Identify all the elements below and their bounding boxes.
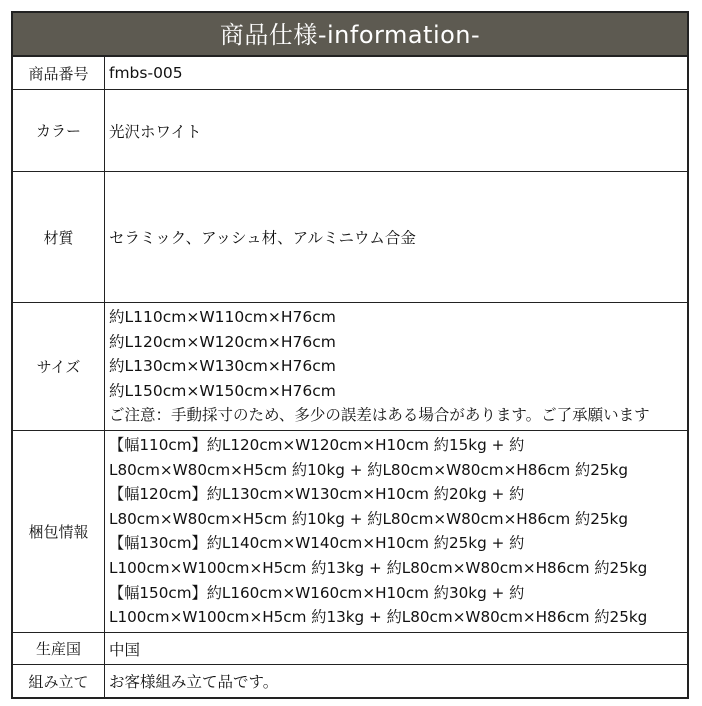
packing-line: 【幅150cm】約L160cm×W160cm×H10cm 約30kg + 約 <box>109 583 525 602</box>
packing-line: L80cm×W80cm×H5cm 約10kg + 約L80cm×W80cm×H86cm 約25kg <box>109 509 628 528</box>
spec-table <box>11 11 689 699</box>
label-origin: 生産国 <box>13 633 105 664</box>
packing-line: 【幅120cm】約L130cm×W130cm×H10cm 約20kg + 約 <box>109 485 525 504</box>
row-material <box>13 172 687 303</box>
packing-line: L100cm×W100cm×H5cm 約13kg + 約L80cm×W80cm×H86cm 約25kg <box>109 608 648 627</box>
spec-title: 商品仕様-information- <box>13 13 687 57</box>
value-origin: 中国 <box>109 640 141 659</box>
value-material: セラミック、アッシュ材、アルミニウム合金 <box>109 229 416 247</box>
size-line: 約L110cm×W110cm×H76cm <box>109 308 336 326</box>
label-packing: 梱包情報 <box>13 431 105 632</box>
packing-line: 【幅110cm】約L120cm×W120cm×H10cm 約15kg + 約 <box>109 436 525 454</box>
value-model: fmbs-005 <box>109 64 183 82</box>
value-size <box>105 303 687 430</box>
row-size <box>13 303 687 431</box>
value-color: 光沢ホワイト <box>109 122 202 141</box>
row-origin <box>13 633 687 665</box>
size-line: 約L120cm×W120cm×H76cm <box>109 332 336 351</box>
label-size: サイズ <box>13 303 105 430</box>
row-assembly <box>13 665 687 697</box>
row-packing <box>13 431 687 633</box>
label-assembly: 組み立て <box>13 665 105 697</box>
size-line: 約L150cm×W150cm×H76cm <box>109 381 336 400</box>
packing-line: L100cm×W100cm×H5cm 約13kg + 約L80cm×W80cm×H86cm 約25kg <box>109 558 648 577</box>
row-model <box>13 57 687 90</box>
packing-line: 【幅130cm】約L140cm×W140cm×H10cm 約25kg + 約 <box>109 534 525 553</box>
packing-line: L80cm×W80cm×H5cm 約10kg + 約L80cm×W80cm×H86cm 約25kg <box>109 460 628 479</box>
row-color <box>13 90 687 172</box>
value-assembly: お客様組み立て品です。 <box>109 673 279 691</box>
label-model: 商品番号 <box>13 57 105 89</box>
value-packing <box>105 431 687 632</box>
size-note: ご注意：手動採寸のため、多少の誤差はある場合があります。ご了承願います <box>109 406 650 424</box>
label-material: 材質 <box>13 172 105 302</box>
size-line: 約L130cm×W130cm×H76cm <box>109 357 336 375</box>
label-color: カラー <box>13 90 105 171</box>
